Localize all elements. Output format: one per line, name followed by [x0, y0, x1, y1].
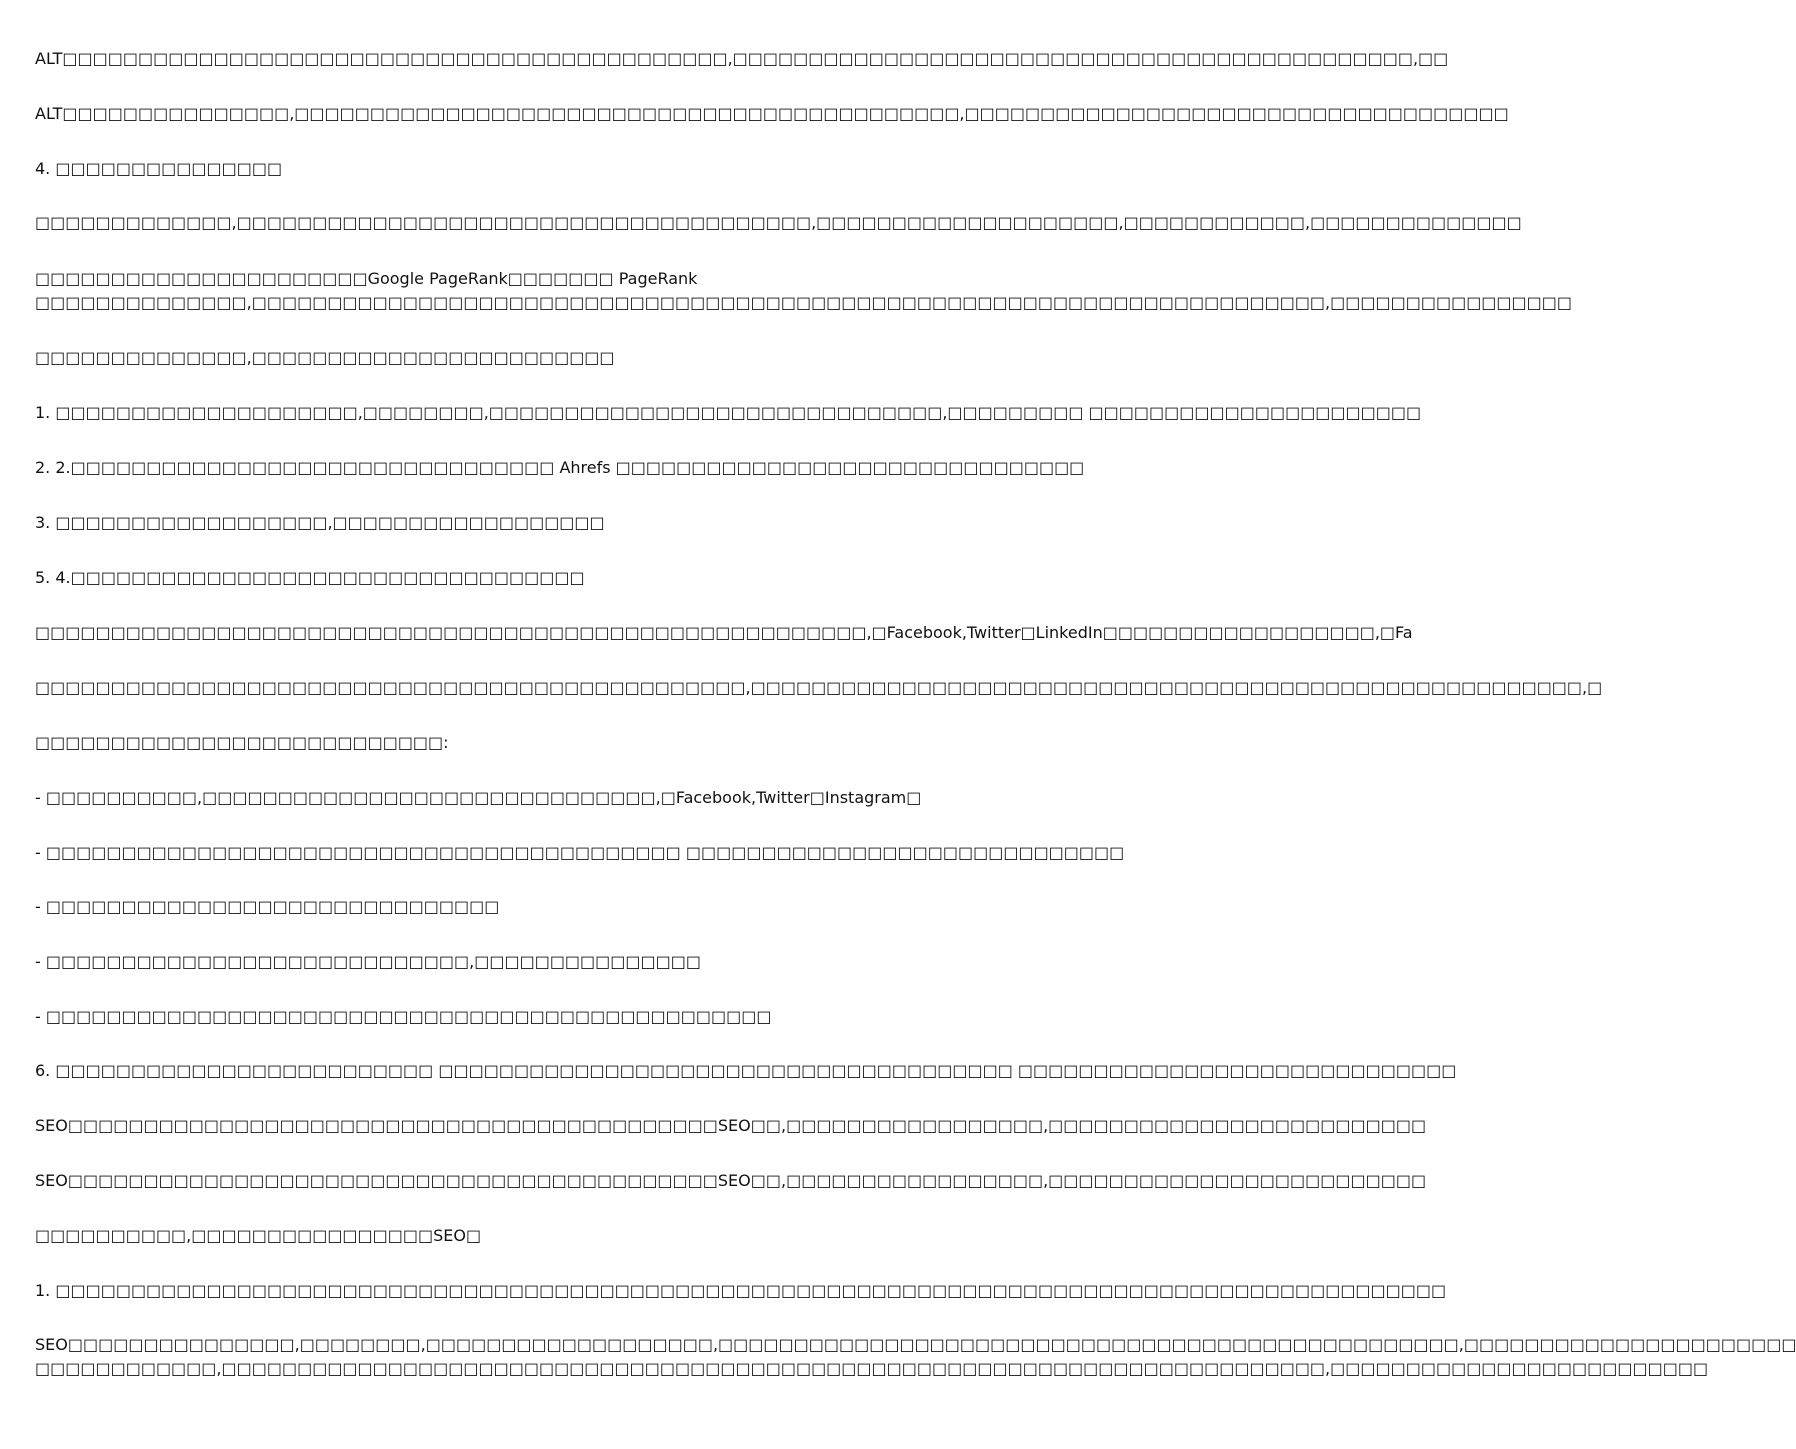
- paragraph-line: 6. □□□□□□□□□□□□□□□□□□□□□□□□□ □□□□□□□□□□□□□□□□□□□□□□□□□□□□□□□□□□□□□□ □□□□□□□□□□□□□□□□□□□□□□□□□□□□□: [35, 1061, 1457, 1080]
- paragraph-line: □□□□□□□□□□□□□□,□□□□□□□□□□□□□□□□□□□□□□□□: [35, 348, 615, 367]
- paragraph-3: [35, 211, 1522, 235]
- paragraph-line: SEO□□□□□□□□□□□□□□□□□□□□□□□□□□□□□□□□□□□□□□□□□□□SEO□□,□□□□□□□□□□□□□□□□□,□□□□□□□□□□□□□□□□□□□□□□□□□: [35, 1171, 1427, 1190]
- paragraph-line: ALT□□□□□□□□□□□□□□□□□□□□□□□□□□□□□□□□□□□□□□□□□□□□,□□□□□□□□□□□□□□□□□□□□□□□□□□□□□□□□□□□□□□□□□□□□□,□□: [35, 49, 1449, 68]
- paragraph-12: [35, 676, 1603, 700]
- paragraph-line: □□□□□□□□□□,□□□□□□□□□□□□□□□□SEO□: [35, 1226, 482, 1245]
- paragraph-seo-1: [35, 1114, 1427, 1138]
- bullet-item-4: [35, 950, 990, 974]
- paragraph-line: - □□□□□□□□□□□□□□□□□□□□□□□□□□□□□□□□□□□□□□□□□□ □□□□□□□□□□□□□□□□□□□□□□□□□□□□□: [35, 843, 1125, 862]
- paragraph-line: 4. □□□□□□□□□□□□□□□: [35, 159, 283, 178]
- paragraph-13: [35, 731, 990, 755]
- bullet-item-5: [35, 1005, 990, 1029]
- paragraph-line: - □□□□□□□□□□□□□□□□□□□□□□□□□□□□,□□□□□□□□□□□□□□□: [35, 952, 701, 971]
- paragraph-line: □□□□□□□□□□□□□□,□□□□□□□□□□□□□□□□□□□□□□□□□□□□□□□□□□□□□□□□□□□□□□□□□□□□□□□□□□□□□□□□□□□□□□□,□□□□□□□□□□□□□□□□: [35, 293, 1573, 312]
- list-item-seo-1: [35, 1279, 1447, 1303]
- paragraph-5: [35, 346, 990, 370]
- paragraph-line: 2. 2.□□□□□□□□□□□□□□□□□□□□□□□□□□□□□□□□ Ahrefs □□□□□□□□□□□□□□□□□□□□□□□□□□□□□□□: [35, 458, 1085, 477]
- paragraph-line: 1. □□□□□□□□□□□□□□□□□□□□□□□□□□□□□□□□□□□□□□□□□□□□□□□□□□□□□□□□□□□□□□□□□□□□□□□□□□□□□□□□□□□□□□□□□□□□: [35, 1281, 1447, 1300]
- paragraph-2: [35, 102, 1509, 126]
- bullet-item-2: [35, 841, 1125, 865]
- paragraph-line: - □□□□□□□□□□□□□□□□□□□□□□□□□□□□□□: [35, 897, 500, 916]
- paragraph-seo-2: [35, 1169, 1427, 1193]
- paragraph-line: □□□□□□□□□□□□□□□□□□□□□□□□□□□□□□□□□□□□□□□□□□□□□□□,□□□□□□□□□□□□□□□□□□□□□□□□□□□□□□□□□□□□□□□□□□□□□□□□□□□□□□□,□: [35, 678, 1603, 697]
- paragraph-line: □□□□□□□□□□□□□,□□□□□□□□□□□□□□□□□□□□□□□□□□□□□□□□□□□□□□,□□□□□□□□□□□□□□□□□□□□,□□□□□□□□□□□□,□□□□□□□□□□□□□□: [35, 213, 1522, 232]
- paragraph-pagerank: [35, 267, 1573, 315]
- paragraph-social: [35, 621, 1413, 645]
- paragraph-seo-3: [35, 1224, 990, 1248]
- paragraph-seo-final: [35, 1333, 1796, 1381]
- paragraph-line: - □□□□□□□□□□,□□□□□□□□□□□□□□□□□□□□□□□□□□□□□□,□Facebook,Twitter□Instagram□: [35, 788, 922, 807]
- paragraph-line: □□□□□□□□□□□□,□□□□□□□□□□□□□□□□□□□□□□□□□□□□□□□□□□□□□□□□□□□□□□□□□□□□□□□□□□□□□□□□□□□□□□□□□,□□□□□□□□□□□□□□□□□□□□□□□□□: [35, 1359, 1709, 1378]
- paragraph-line: □□□□□□□□□□□□□□□□□□□□□□□□□□□□□□□□□□□□□□□□□□□□□□□□□□□□□□□,□Facebook,Twitter□LinkedIn□□□□□□□□□□□□□□□□□□,□Fa: [35, 623, 1413, 642]
- list-item-3: [35, 511, 990, 535]
- paragraph-1: [35, 47, 1449, 71]
- paragraph-line: □□□□□□□□□□□□□□□□□□□□□□Google PageRank□□□□□□□ PageRank: [35, 269, 698, 288]
- bullet-item-1: [35, 786, 990, 810]
- list-item-1: [35, 401, 1422, 425]
- paragraph-line: □□□□□□□□□□□□□□□□□□□□□□□□□□□:: [35, 733, 449, 752]
- paragraph-line: 5. 4.□□□□□□□□□□□□□□□□□□□□□□□□□□□□□□□□□□: [35, 568, 585, 587]
- paragraph-line: SEO□□□□□□□□□□□□□□□□□□□□□□□□□□□□□□□□□□□□□□□□□□□SEO□□,□□□□□□□□□□□□□□□□□,□□□□□□□□□□□□□□□□□□□□□□□□□: [35, 1116, 1427, 1135]
- paragraph-line: - □□□□□□□□□□□□□□□□□□□□□□□□□□□□□□□□□□□□□□□□□□□□□□□□: [35, 1007, 772, 1026]
- list-item-2: [35, 456, 1085, 480]
- paragraph-line: 3. □□□□□□□□□□□□□□□□□□,□□□□□□□□□□□□□□□□□□: [35, 513, 605, 532]
- section-heading-5: [35, 566, 990, 590]
- bullet-item-3: [35, 895, 990, 919]
- paragraph-line: 1. □□□□□□□□□□□□□□□□□□□□,□□□□□□□□,□□□□□□□□□□□□□□□□□□□□□□□□□□□□□□,□□□□□□□□□ □□□□□□□□□□□□□□□□□□□□□□: [35, 403, 1422, 422]
- section-heading-6: [35, 1059, 1457, 1083]
- paragraph-line: ALT□□□□□□□□□□□□□□□,□□□□□□□□□□□□□□□□□□□□□□□□□□□□□□□□□□□□□□□□□□□□,□□□□□□□□□□□□□□□□□□□□□□□□□□□□□□□□□□□□: [35, 104, 1509, 123]
- paragraph-line: SEO□□□□□□□□□□□□□□□,□□□□□□□□,□□□□□□□□□□□□□□□□□□□,□□□□□□□□□□□□□□□□□□□□□□□□□□□□□□□□□□□□□□□□□□□□□□□□□,□□□□□□□□□□□□□□□□□□□□□□: [35, 1335, 1796, 1354]
- section-heading-4: [35, 157, 990, 181]
